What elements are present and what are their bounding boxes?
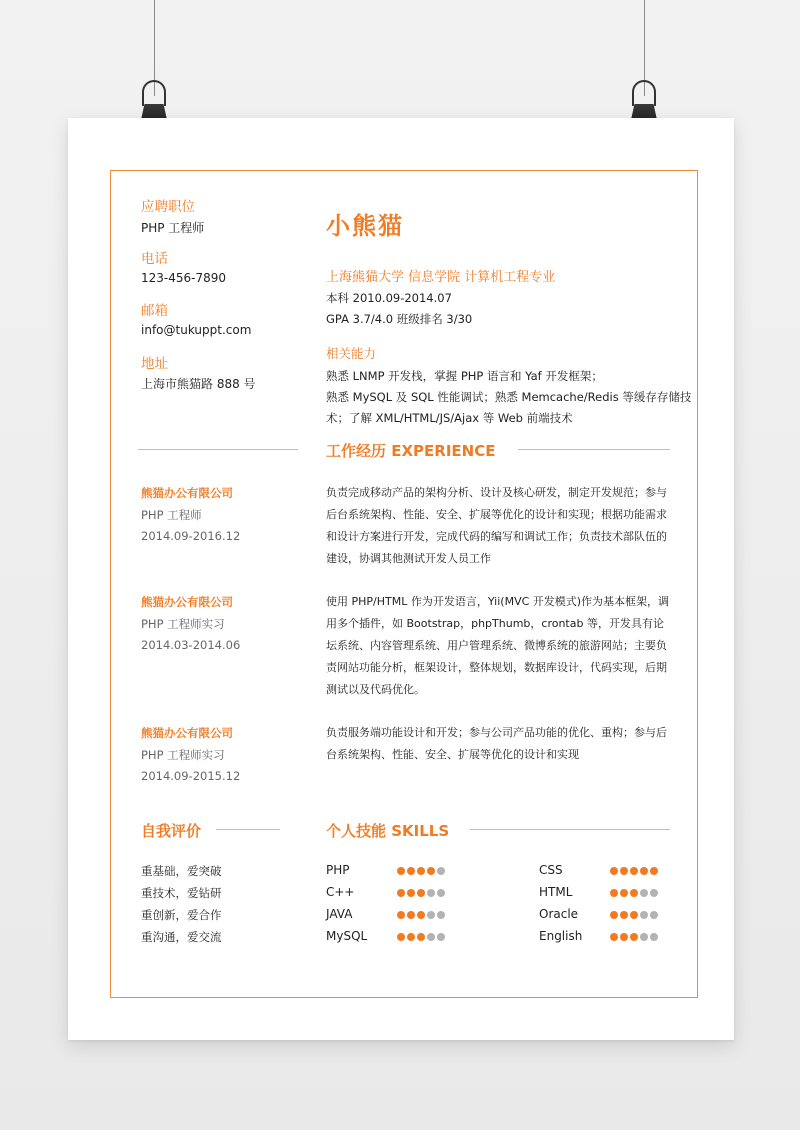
skill-name: JAVA: [326, 907, 353, 921]
self-eval-item: 重基础，爱突破: [141, 864, 222, 878]
skill-rating: [397, 867, 445, 875]
self-eval-divider: [216, 829, 280, 830]
exp-description: 使用 PHP/HTML 作为开发语言，Yii(MVC 开发模式)作为基本框架，调用多个插件，如 Bootstrap，phpThumb，crontab 等，开发具有论坛系统、内容管理系统、用户管理系统、微博系统的旅游网站；主要负责网站功能分析，框架设计，整体规划，数据库设计，代码实现，后期测试以及代码优化。: [326, 595, 670, 696]
skill-name: MySQL: [326, 929, 368, 943]
rating-dot-filled-icon: [620, 911, 628, 919]
rating-dot-filled-icon: [630, 911, 638, 919]
skill-name: CSS: [539, 863, 563, 877]
skill-name: HTML: [539, 885, 573, 899]
rating-dot-filled-icon: [397, 911, 405, 919]
skill-rating: [610, 933, 658, 941]
skill-name: English: [539, 929, 583, 943]
exp-company: 熊猫办公有限公司: [141, 726, 233, 740]
rating-dot-filled-icon: [407, 911, 415, 919]
ability-line: 熟悉 MySQL 及 SQL 性能调试；熟悉 Memcache/Redis 等缓存存储技: [326, 390, 692, 404]
rating-dot-empty-icon: [437, 911, 445, 919]
ability-line: 熟悉 LNMP 开发栈，掌握 PHP 语言和 Yaf 开发框架；: [326, 369, 603, 383]
job-label: 应聘职位: [141, 199, 195, 215]
abilities-title: 相关能力: [326, 346, 377, 361]
experience-divider-right: [518, 449, 670, 450]
rating-dot-filled-icon: [620, 867, 628, 875]
rating-dot-empty-icon: [640, 933, 648, 941]
skill-name: PHP: [326, 863, 350, 877]
phone-value: 123-456-7890: [141, 271, 227, 285]
exp-company: 熊猫办公有限公司: [141, 595, 233, 609]
rating-dot-filled-icon: [407, 889, 415, 897]
phone-label: 电话: [141, 251, 168, 267]
exp-period: 2014.09-2016.12: [141, 529, 241, 543]
skill-rating: [397, 911, 445, 919]
rating-dot-filled-icon: [397, 933, 405, 941]
rating-dot-filled-icon: [620, 933, 628, 941]
rating-dot-empty-icon: [437, 933, 445, 941]
rating-dot-filled-icon: [610, 933, 618, 941]
experience-divider-left: [138, 449, 298, 450]
skill-rating: [397, 933, 445, 941]
rating-dot-empty-icon: [650, 889, 658, 897]
rating-dot-filled-icon: [640, 867, 648, 875]
rating-dot-filled-icon: [650, 867, 658, 875]
rating-dot-filled-icon: [407, 933, 415, 941]
exp-period: 2014.03-2014.06: [141, 638, 241, 652]
rating-dot-filled-icon: [417, 933, 425, 941]
rating-dot-filled-icon: [620, 889, 628, 897]
ability-line: 术；了解 XML/HTML/JS/Ajax 等 Web 前端技术: [326, 411, 573, 425]
self-eval-item: 重创新，爱合作: [141, 908, 222, 922]
skill-rating: [610, 911, 658, 919]
rating-dot-filled-icon: [630, 867, 638, 875]
rating-dot-filled-icon: [427, 867, 435, 875]
exp-role: PHP 工程师实习: [141, 748, 225, 762]
rating-dot-filled-icon: [630, 889, 638, 897]
gpa-info: GPA 3.7/4.0 班级排名 3/30: [326, 312, 473, 326]
rating-dot-empty-icon: [427, 889, 435, 897]
degree-info: 本科 2010.09-2014.07: [326, 291, 452, 305]
rating-dot-filled-icon: [417, 911, 425, 919]
rating-dot-empty-icon: [437, 889, 445, 897]
exp-period: 2014.09-2015.12: [141, 769, 241, 783]
resume-paper: [68, 118, 734, 1040]
rating-dot-empty-icon: [640, 911, 648, 919]
email-value: info@tukuppt.com: [141, 323, 252, 337]
rating-dot-filled-icon: [610, 867, 618, 875]
skill-name: C++: [326, 885, 355, 899]
self-eval-title: 自我评价: [141, 822, 202, 840]
exp-role: PHP 工程师: [141, 508, 202, 522]
exp-company: 熊猫办公有限公司: [141, 486, 233, 500]
email-label: 邮箱: [141, 303, 168, 319]
rating-dot-filled-icon: [630, 933, 638, 941]
self-eval-item: 重沟通，爱交流: [141, 930, 222, 944]
exp-description: 负责完成移动产品的架构分析、设计及核心研发，制定开发规范；参与后台系统架构、性能、安全、扩展等优化的设计和实现；根据功能需求和设计方案进行开发，完成代码的编写和调试工作；负责技术部队伍的建设，协调其他测试开发人员工作: [326, 486, 667, 565]
rating-dot-empty-icon: [640, 889, 648, 897]
skill-rating: [610, 867, 658, 875]
school-info: 上海熊猫大学 信息学院 计算机工程专业: [326, 270, 556, 285]
address-label: 地址: [141, 356, 168, 372]
skills-divider: [470, 829, 670, 830]
experience-title: 工作经历 EXPERIENCE: [326, 442, 496, 460]
rating-dot-filled-icon: [610, 911, 618, 919]
self-eval-item: 重技术，爱钻研: [141, 886, 222, 900]
rating-dot-empty-icon: [427, 933, 435, 941]
rating-dot-empty-icon: [650, 911, 658, 919]
skill-rating: [610, 889, 658, 897]
rating-dot-filled-icon: [417, 889, 425, 897]
exp-role: PHP 工程师实习: [141, 617, 225, 631]
skill-name: Oracle: [539, 907, 579, 921]
rating-dot-empty-icon: [437, 867, 445, 875]
rating-dot-filled-icon: [397, 889, 405, 897]
address-value: 上海市熊猫路 888 号: [141, 377, 256, 391]
rating-dot-filled-icon: [397, 867, 405, 875]
candidate-name: 小熊猫: [326, 212, 404, 240]
rating-dot-filled-icon: [407, 867, 415, 875]
job-value: PHP 工程师: [141, 221, 205, 235]
rating-dot-empty-icon: [650, 933, 658, 941]
exp-description: 负责服务端功能设计和开发；参与公司产品功能的优化、重构；参与后台系统架构、性能、安全、扩展等优化的设计和实现: [326, 726, 667, 761]
skills-title: 个人技能 SKILLS: [326, 822, 450, 840]
rating-dot-empty-icon: [427, 911, 435, 919]
rating-dot-filled-icon: [610, 889, 618, 897]
rating-dot-filled-icon: [417, 867, 425, 875]
skill-rating: [397, 889, 445, 897]
